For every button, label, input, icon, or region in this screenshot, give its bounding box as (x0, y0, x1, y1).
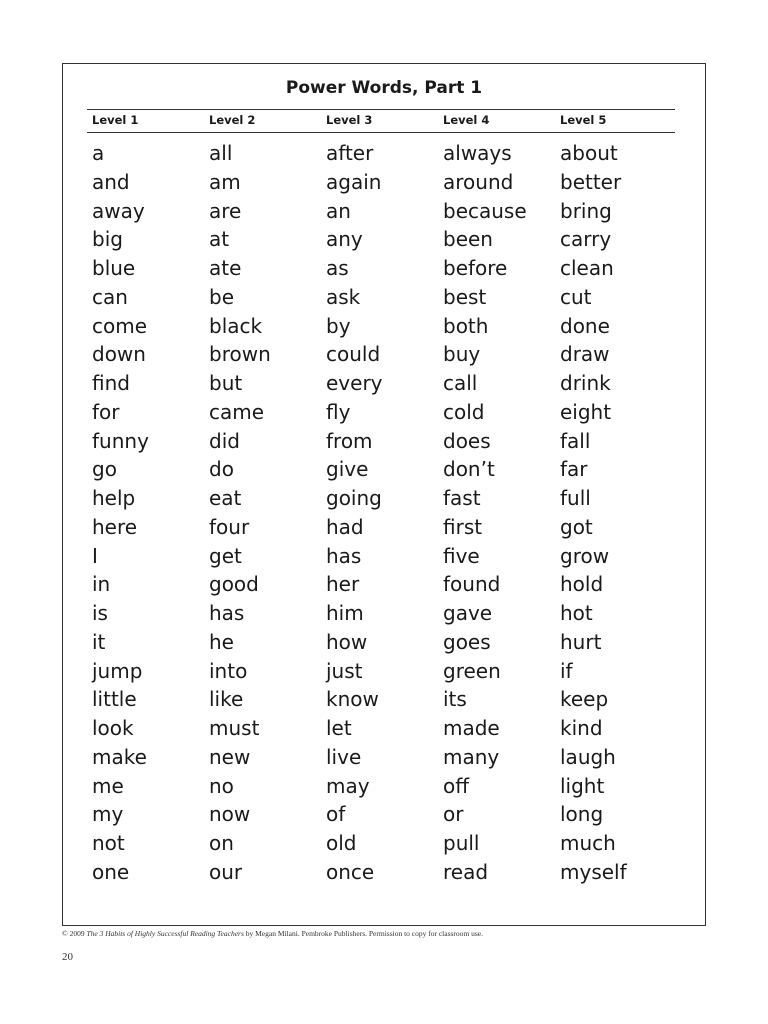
word-columns (92, 139, 675, 905)
word-item: drink (560, 371, 611, 395)
word-item: it (92, 629, 106, 654)
word-item: best (443, 284, 487, 309)
word-item: hot (560, 601, 593, 625)
page-title: Power Words, Part 1 (285, 78, 483, 98)
word-item: made (443, 716, 500, 740)
word-item: blue (92, 256, 136, 280)
word-item: into (209, 658, 248, 683)
footer-book-title: The 3 Habits of Highly Successful Reading Teachers (86, 929, 244, 938)
word-item: be (209, 284, 234, 309)
word-item: eight (560, 399, 612, 424)
word-item: off (443, 773, 470, 798)
word-item: kind (560, 716, 603, 740)
word-item: help (92, 486, 136, 510)
word-item: at (209, 227, 230, 252)
word-item: again (326, 169, 382, 194)
column-header-level-5: Level 5 (560, 113, 607, 127)
word-item: far (560, 457, 588, 482)
word-item: better (560, 169, 622, 194)
word-item: before (443, 256, 508, 280)
word-item: no (209, 773, 234, 798)
word-item: done (560, 313, 610, 338)
word-list-level-2 (209, 139, 271, 887)
word-item: is (92, 601, 108, 625)
word-item: of (326, 802, 346, 827)
word-item: come (92, 313, 148, 338)
word-item: if (560, 658, 573, 683)
word-item: has (209, 601, 245, 625)
word-item: grow (560, 543, 610, 568)
word-item: goes (443, 629, 491, 654)
word-item: don’t (443, 457, 495, 482)
word-item: just (326, 658, 363, 683)
word-item: him (326, 601, 364, 625)
word-item: been (443, 227, 493, 252)
word-item: little (92, 687, 137, 712)
word-item: hurt (560, 629, 602, 654)
column-header-level-3: Level 3 (326, 113, 373, 127)
word-item: am (209, 169, 241, 194)
word-item: four (209, 514, 250, 539)
word-item: clean (560, 256, 614, 280)
word-item: five (443, 543, 480, 568)
word-item: do (209, 457, 234, 482)
word-item: laugh (560, 744, 616, 769)
word-item: on (209, 831, 234, 855)
word-list-level-5 (560, 139, 627, 887)
word-item: long (560, 802, 604, 827)
word-item: can (92, 284, 128, 309)
word-item: down (92, 342, 146, 367)
column-headers (92, 113, 675, 129)
word-item: old (326, 831, 357, 855)
word-item: black (209, 313, 263, 338)
word-item: a (92, 141, 105, 165)
word-item: bring (560, 198, 612, 223)
word-item: I (92, 543, 98, 568)
word-item: many (443, 744, 500, 769)
word-item: me (92, 773, 124, 798)
word-item: once (326, 859, 375, 884)
column-header-level-4: Level 4 (443, 113, 490, 127)
word-item: buy (443, 342, 481, 367)
word-item: draw (560, 342, 610, 367)
word-item: or (443, 802, 464, 827)
word-item: ask (326, 284, 361, 309)
word-item: ate (209, 256, 242, 280)
word-item: fly (326, 399, 351, 424)
word-item: away (92, 198, 145, 223)
footer-prefix: © 2009 (62, 929, 87, 938)
word-item: brown (209, 342, 271, 367)
word-item: myself (560, 859, 627, 884)
word-item: find (92, 371, 130, 395)
word-list-level-4 (443, 139, 527, 887)
word-item: may (326, 773, 370, 798)
word-item: keep (560, 687, 609, 712)
word-item: but (209, 371, 243, 395)
word-item: not (92, 831, 125, 855)
word-item: cold (443, 399, 485, 424)
column-header-level-1: Level 1 (92, 113, 139, 127)
word-item: any (326, 227, 363, 252)
word-item: big (92, 227, 123, 252)
word-item: get (209, 543, 242, 568)
word-item: fall (560, 428, 591, 453)
word-item: jump (92, 658, 143, 683)
word-item: did (209, 428, 240, 453)
word-item: cut (560, 284, 592, 309)
word-item: one (92, 859, 130, 884)
word-item: its (443, 687, 467, 712)
word-item: how (326, 629, 368, 654)
word-item: and (92, 169, 130, 194)
page-number: 20 (62, 951, 73, 963)
word-item: new (209, 744, 251, 769)
word-item: could (326, 342, 381, 367)
word-item: he (209, 629, 234, 654)
word-item: let (326, 716, 352, 740)
word-item: here (92, 514, 138, 539)
word-item: as (326, 256, 349, 280)
word-item: light (560, 773, 605, 798)
word-item: about (560, 141, 618, 165)
word-item: gave (443, 601, 493, 625)
word-item: must (209, 716, 260, 740)
word-item: hold (560, 572, 604, 597)
word-item: all (209, 141, 233, 165)
word-item: because (443, 198, 527, 223)
word-item: always (443, 141, 512, 165)
word-item: call (443, 371, 478, 395)
word-item: know (326, 687, 379, 712)
word-item: going (326, 486, 382, 510)
word-item: now (209, 802, 251, 827)
word-item: make (92, 744, 147, 769)
word-item: came (209, 399, 265, 424)
word-item: does (443, 428, 491, 453)
word-item: eat (209, 486, 242, 510)
word-item: an (326, 198, 351, 223)
word-item: fast (443, 486, 481, 510)
header-bottom-rule (87, 132, 675, 133)
word-item: both (443, 313, 489, 338)
word-list-level-1 (92, 139, 149, 887)
word-item: much (560, 831, 616, 855)
column-header-level-2: Level 2 (209, 113, 256, 127)
word-item: go (92, 457, 117, 482)
word-item: got (560, 514, 593, 539)
word-item: our (209, 859, 243, 884)
word-item: her (326, 572, 360, 597)
word-item: carry (560, 227, 612, 252)
word-list-level-3 (326, 139, 383, 887)
word-item: give (326, 457, 369, 482)
header-top-rule (87, 109, 675, 110)
word-item: from (326, 428, 373, 453)
word-item: my (92, 802, 124, 827)
word-item: like (209, 687, 244, 712)
word-item: live (326, 744, 362, 769)
word-item: around (443, 169, 514, 194)
word-item: for (92, 399, 120, 424)
word-item: are (209, 198, 242, 223)
worksheet-frame (62, 63, 706, 926)
word-item: in (92, 572, 111, 597)
copyright-footer (62, 929, 483, 938)
word-item: had (326, 514, 364, 539)
word-item: good (209, 572, 259, 597)
word-item: green (443, 658, 501, 683)
word-item: every (326, 371, 383, 395)
word-item: pull (443, 831, 480, 855)
word-item: has (326, 543, 362, 568)
word-item: funny (92, 428, 149, 453)
word-item: look (92, 716, 134, 740)
word-item: found (443, 572, 501, 597)
word-item: full (560, 486, 591, 510)
word-item: first (443, 514, 483, 539)
word-item: read (443, 859, 489, 884)
footer-suffix: by Megan Milani. Pembroke Publishers. Permission to copy for classroom use. (243, 929, 484, 938)
word-item: after (326, 141, 374, 165)
word-item: by (326, 313, 351, 338)
